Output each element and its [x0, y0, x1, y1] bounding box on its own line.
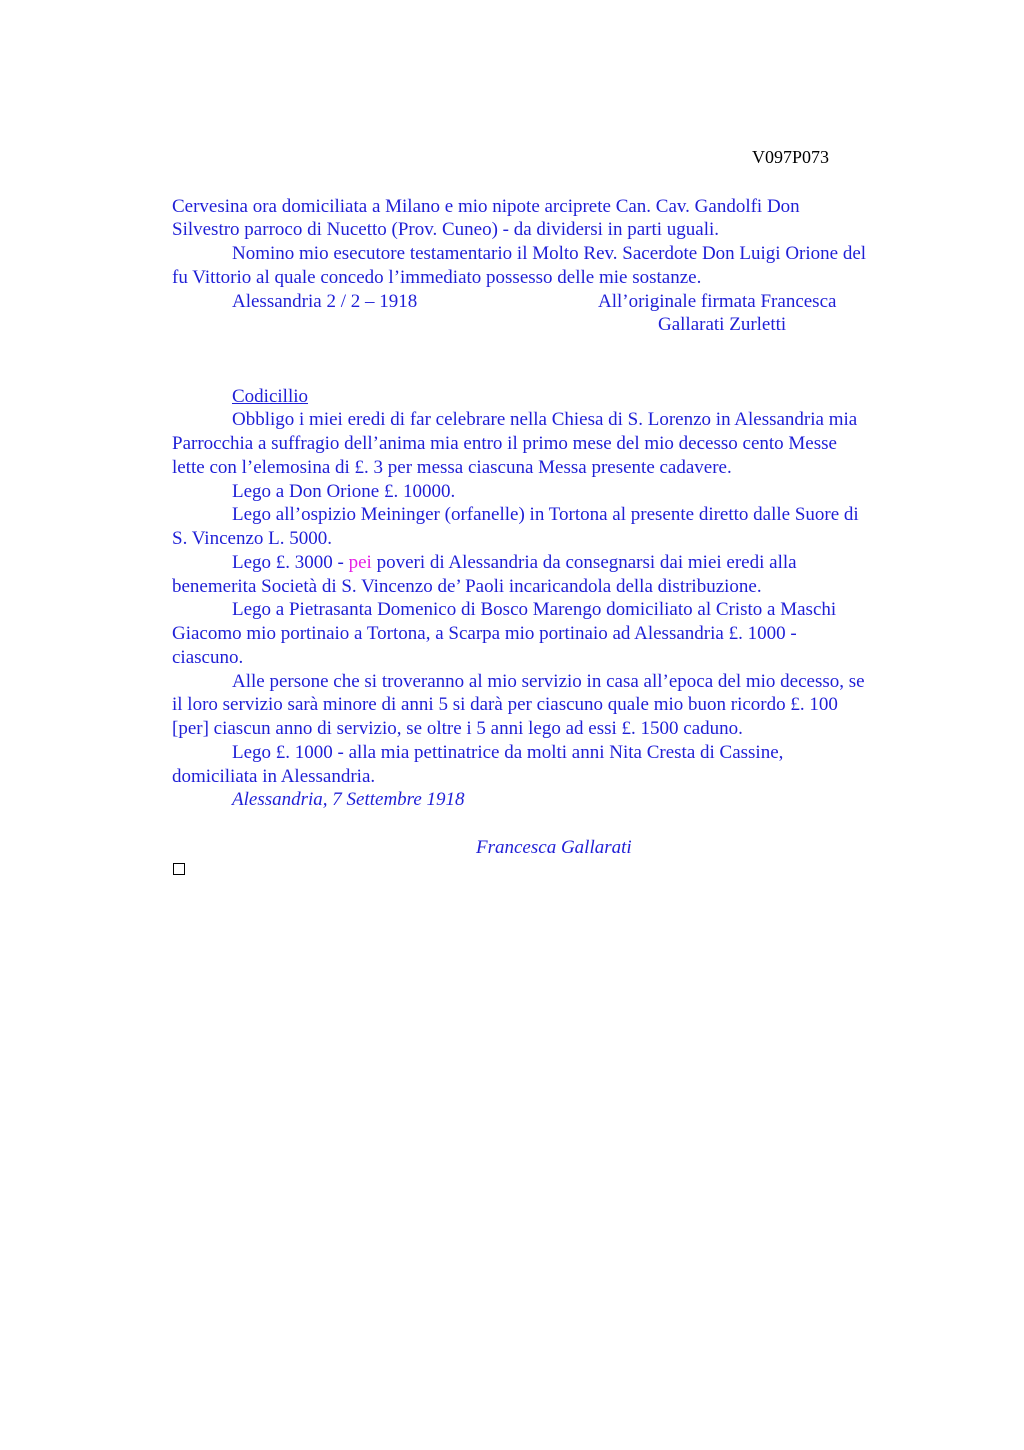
page-id: V097P073 [752, 147, 830, 167]
codicil-p5-line-1: Lego a Pietrasanta Domenico di Bosco Marengo domiciliato al Cristo a Maschi [232, 599, 837, 620]
codicil-signature: Francesca Gallarati [476, 837, 632, 858]
checkbox-icon[interactable] [173, 863, 185, 875]
codicil-p5-line-2: Giacomo mio portinaio a Tortona, a Scarpa mio portinaio ad Alessandria £. 1000 - [172, 623, 797, 644]
codicil-heading: Codicillio [232, 386, 308, 407]
codicil-p1-line-3: lette con l’elemosina di £. 3 per messa ciascuna Messa presente cadavere. [172, 457, 732, 478]
signature-note-1: All’originale firmata Francesca [598, 291, 837, 312]
will-tail-line-2: Silvestro parroco di Nucetto (Prov. Cuneo) - da dividersi in parti uguali. [172, 219, 720, 240]
p4-text-after: poveri di Alessandria da consegnarsi dai miei eredi alla [371, 552, 797, 573]
will-date: Alessandria 2 / 2 – 1918 [232, 291, 418, 312]
p4-text-before: Lego £. 3000 - [232, 552, 349, 573]
codicil-p6-line-1: Alle persone che si troveranno al mio servizio in casa all’epoca del mio decesso, se [232, 671, 865, 692]
will-tail-line-1: Cervesina ora domiciliata a Milano e mio nipote arciprete Can. Cav. Gandolfi Don [172, 196, 800, 217]
codicil-p4-line-2: benemerita Società di S. Vincenzo de’ Paoli incaricandola della distribuzione. [172, 576, 762, 597]
codicil-p6-line-3: [per] ciascun anno di servizio, se oltre i 5 anni lego ad essi £. 1500 caduno. [172, 718, 743, 739]
codicil-p3-line-2: S. Vincenzo L. 5000. [172, 528, 332, 549]
codicil-p5-line-3: ciascuno. [172, 647, 244, 668]
codicil-p1-line-1: Obbligo i miei eredi di far celebrare nella Chiesa di S. Lorenzo in Alessandria mia [232, 409, 858, 430]
signature-note-2: Gallarati Zurletti [658, 314, 787, 335]
will-tail-line-4: fu Vittorio al quale concedo l’immediato possesso delle mie sostanze. [172, 267, 702, 288]
will-tail-line-3: Nomino mio esecutore testamentario il Molto Rev. Sacerdote Don Luigi Orione del [232, 243, 867, 264]
codicil-p4-line-1 [232, 551, 797, 574]
codicil-p7-line-1: Lego £. 1000 - alla mia pettinatrice da molti anni Nita Cresta di Cassine, [232, 742, 784, 763]
codicil-p6-line-2: il loro servizio sarà minore di anni 5 si darà per ciascuno quale mio buon ricordo £. 100 [172, 694, 838, 715]
p4-highlight-word: pei [348, 552, 372, 573]
codicil-p3-line-1: Lego all’ospizio Meininger (orfanelle) in Tortona al presente diretto dalle Suore di [232, 504, 859, 525]
codicil-p7-line-2: domiciliata in Alessandria. [172, 766, 376, 787]
codicil-date: Alessandria, 7 Settembre 1918 [232, 789, 465, 810]
codicil-p1-line-2: Parrocchia a suffragio dell’anima mia entro il primo mese del mio decesso cento Messe [172, 433, 837, 454]
codicil-p2-line-1: Lego a Don Orione £. 10000. [232, 481, 456, 502]
